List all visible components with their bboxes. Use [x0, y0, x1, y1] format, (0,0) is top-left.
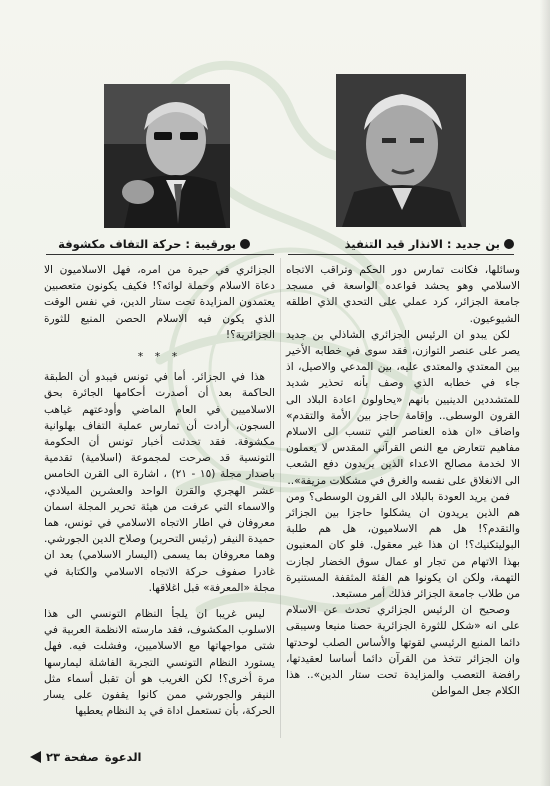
caption-bourguiba	[58, 236, 250, 252]
caption-rule-left	[46, 254, 274, 255]
paragraph: الجزائري في حيرة من امره، فهل الاسلاميون الا دعاة الاسلام وحملة لوائه؟! فكيف يكونون متعصبين يعتمدون المزايدة تحت ستار الدين، في نفس الوقت الذي يكون فيه الاسلام الحصن المنيع للثورة الجزائرية؟!	[44, 264, 275, 341]
paragraph: ليس غريبا ان يلجأ النظام التونسي الى هذا الاسلوب المكشوف، فقد مارسته الانظمة العربية في شتى مواجهاتها مع الاسلاميين، وفشلت فيه. فهل يستورد النظام التونسي التجربة الفاشلة ليمارسها مرة أخرى؟! لكن الغريب هو أن تقبل أسماء مثل النيفر والجورشي ممن كانوا يقفون على يسار الحركة، بأن تستعمل اداة في يد النظام يعطيها	[44, 608, 275, 718]
caption-bourguiba-text: بورقيبة : حركة التفاف مكشوفة	[58, 237, 236, 251]
photo-bourguiba	[104, 84, 230, 228]
paragraph: وسائلها، فكانت تمارس دور الحكم وتراقب الاتجاه الاسلامي وهو يحشد قواعده الواسعة في مسجد جامعة الجزائر، كرد عملي على التحدي الذي اطلقه الشيوعيون.	[286, 264, 520, 325]
page-edge-shadow	[540, 0, 550, 786]
photo-bendjedid	[336, 74, 466, 227]
page-footer	[46, 748, 141, 766]
bullet-icon	[504, 239, 514, 249]
article-column-right	[286, 262, 520, 699]
caption-bendjedid	[345, 236, 514, 252]
paragraph: فمن يريد العودة بالبلاد الى القرون الوسطى؟ ومن هم الذين يريدون ان يشكلوا حاجزا بين الجزائر والتقدم؟! هل هم الاسلاميون، هل هم طلبة البوليتكنيك؟! ان هذا غير معقول. فلو كان المعنيون بهذا الاتهام من تجار او عمال سوق الخضار لجازت التهمة، ولكن ان يكونوا هم الفئة المثقفة المستنيرة من طلاب جامعة الجزائر فذلك أمر مستبعد.	[286, 490, 520, 601]
paragraph: هذا في الجزائر. أما في تونس فيبدو أن الطبقة الحاكمة بعد أن أصدرت أحكامها الجائرة بحق الاسلاميين في العام الماضي وأودعتهم غياهب السجون، أرادت أن تمارس عملية التفاف بهلوانية مكشوفة. فقد تحدثت أخبار تونس أن الحكومة التونسية قد صرحت لمجموعة (اسلامية) تقدمية باصدار مجلة (١٥ - ٢١) ، اشارة الى القرن الخامس عشر الهجري والقرن الواحد والعشرين الميلادي، والاسماء التي عرفت من هيئة تحرير المجلة اسمان معروفان في اطار الاتجاه الاسلامي في تونس، هما حميدة النيفر (رئيس التحرير) وصلاح الدين الجورشي. وهما معروفان بما يسمى (اليسار الاسلامي) بعد ان غادرا صفوف حركة الاتجاه الاسلامي والكتابة في مجلة «المعرفة» قبل اغلاقها.	[44, 371, 275, 594]
footer-publication: الدعوة	[104, 750, 142, 764]
bullet-icon	[240, 239, 250, 249]
column-divider	[280, 258, 281, 738]
footer-page-number: صفحة ٢٣	[46, 750, 99, 764]
caption-rule-right	[288, 254, 514, 255]
paragraph: لكن يبدو ان الرئيس الجزائري الشاذلي بن جديد يصر على عنصر التوازن، فقد سوى في خطابه الأخير بين المعتدي والمعتدى عليه، بين المدعي والاصيل، اذ جاء في خطابه الذي وصف بأنه تحذير شديد للمتشددين الدينيين بانهم «يحاولون اعادة البلاد الى القرون الوسطى.. وإقامة حاجز بين الأمة والتقدم» واضاف «ان هذه العناصر التي تنسب الى الاسلام مفاهيم تتعارض مع النص القرآني المقدس لا يعملون الا لخدمة مصالح الاعداء الذين يريدون دفع الشعب الى الانغلاق على نفسه والغرق في مشكلات مزيفة»..	[286, 328, 520, 487]
paragraph: وصحيح ان الرئيس الجزائري تحدث عن الاسلام على انه «شكل للثورة الجزائرية حصنا منيعا وسيبقى دائما المنبع الرئيسي لقوتها والأساس الصلب لوحدتها وان الجزائر تتخذ من القرآن دائما أساسا لعقيدتها، رافضة التعصب والمزايدة تحت ستار الدين».. هذا الكلام جعل المواطن	[286, 604, 520, 698]
article-column-left	[44, 262, 275, 719]
section-separator: * * *	[137, 350, 182, 364]
caption-bendjedid-text: بن جديد : الانذار قيد التنفيذ	[344, 237, 500, 251]
page-arrow-icon	[30, 751, 41, 763]
